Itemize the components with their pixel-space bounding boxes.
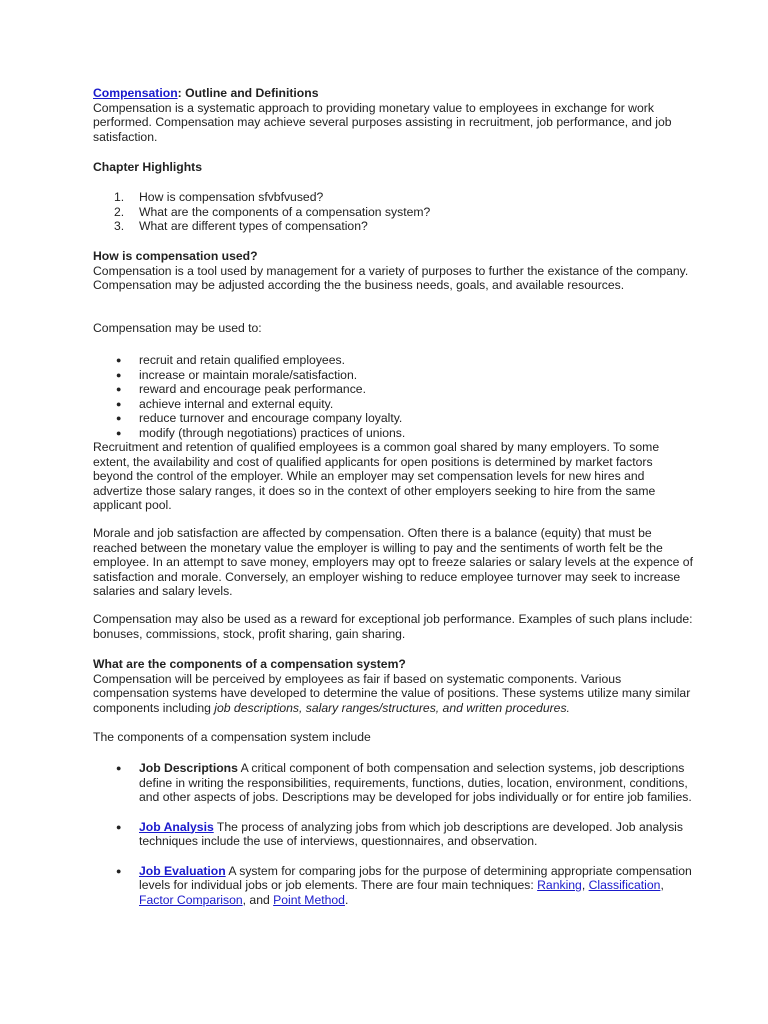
components-list-wrap [93, 761, 693, 922]
highlight-item: 1. How is compensation sfvbfvused? [114, 190, 324, 204]
job-analysis-link[interactable]: Job Analysis [139, 819, 214, 834]
used-list-wrap [93, 353, 693, 513]
classification-link[interactable]: Classification [588, 878, 661, 892]
highlights-section [93, 160, 693, 175]
term-job-descriptions: Job Descriptions [139, 761, 238, 775]
components-section [93, 657, 693, 715]
components-lead: The components of a compensation system include [93, 730, 371, 744]
components-title: What are the components of a compensation system? [93, 657, 406, 671]
reward-wrap [93, 612, 693, 641]
compensation-link[interactable]: Compensation [93, 86, 178, 100]
highlight-item: 3. What are different types of compensation? [114, 219, 368, 233]
recruitment-paragraph: Recruitment and retention of qualified employees is a common goal shared by many employers. To some extent, the availability and cost of qualified applicants for open positions is determined by market factors beyond the control of the employer. While an employer may set compensation levels for new hires and advertize those salary ranges, it does so in the context of other employers seeking to hire from the same applicant pool. [93, 440, 660, 512]
list-item: ● modify (through negotiations) practices of unions. [116, 425, 406, 440]
used-intro: Compensation is a tool used by management for a variety of purposes to further the existance of the company. Compensation may be adjusted according the the business needs, goals, and available resources. [93, 263, 689, 292]
highlight-item: 2. What are the components of a compensation system? [114, 204, 431, 219]
used-lead: Compensation may be used to: [93, 321, 262, 335]
highlights-list [93, 190, 693, 234]
list-item: ● achieve internal and external equity. [116, 396, 334, 411]
bullet-icon: ● [116, 763, 122, 773]
bullet-icon: ● [116, 355, 122, 365]
bullet-icon: ● [116, 821, 122, 832]
list-item: ● increase or maintain morale/satisfaction. [116, 367, 358, 382]
used-section [93, 249, 693, 293]
component-item-job-descriptions: ● Job Descriptions A critical component of both compensation and selection systems, job descriptions define in writing the responsibilities, requirements, functions, duties, location, environment, conditions, and other aspects of jobs. Descriptions may be developed for jobs individually or for entire job families. [116, 761, 692, 804]
bullet-icon: ● [116, 865, 122, 876]
intro-paragraph: Compensation is a systematic approach to providing monetary value to employees in exchange for work performed. Compensation may achieve several purposes assisting in recruitment, job performance, and job satisfaction. [93, 100, 672, 144]
factor-comparison-link[interactable]: Factor Comparison [139, 892, 243, 907]
used-lead-wrap [93, 321, 693, 336]
ranking-link[interactable]: Ranking [537, 878, 582, 892]
highlights-list-wrap [93, 190, 693, 234]
list-item: ● reduce turnover and encourage company loyalty. [116, 411, 403, 425]
used-list [93, 353, 693, 440]
morale-wrap [93, 526, 693, 599]
page-title: Compensation: Outline and Definitions [93, 86, 319, 100]
components-list [93, 761, 693, 907]
job-evaluation-link[interactable]: Job Evaluation [139, 863, 226, 878]
reward-paragraph: Compensation may also be used as a reward for exceptional job performance. Examples of such plans include: bonuses, commissions, stock, profit sharing, gain sharing. [93, 612, 693, 641]
components-intro: Compensation will be perceived by employees as fair if based on systematic components. Various compensation systems have developed to determine the value of positions. These systems utilize many similar components including job descriptions, salary ranges/structures, and written procedures. [93, 671, 691, 715]
components-lead-wrap [93, 730, 693, 745]
bullet-icon: ● [116, 413, 122, 423]
point-method-link[interactable]: Point Method [273, 892, 345, 907]
intro-section [93, 86, 693, 144]
list-item: ● recruit and retain qualified employees. [116, 353, 345, 367]
used-title: How is compensation used? [93, 249, 258, 263]
component-item-job-evaluation: ● Job Evaluation A system for comparing jobs for the purpose of determining appropriate compensation levels for individual jobs or job elements. There are four main techniques: Ranking, Classification, Factor Comparison, and Point Method. [116, 863, 692, 907]
component-item-job-analysis: ● Job Analysis The process of analyzing jobs from which job descriptions are developed. Job analysis techniques include the use of interviews, questionnaires, and observation. [116, 819, 683, 848]
bullet-icon: ● [116, 384, 122, 394]
morale-paragraph: Morale and job satisfaction are affected by compensation. Often there is a balance (equity) that must be reached between the monetary value the employer is willing to pay and the sentiments of worth felt be the employee. In an attempt to save money, employers may opt to freeze salaries or salary levels at the expence of satisfaction and morale. Conversely, an employer wishing to reduce employee turnover may seek to increase salaries and salary levels. [93, 526, 693, 598]
bullet-icon: ● [116, 369, 122, 380]
bullet-icon: ● [116, 398, 122, 409]
highlights-title: Chapter Highlights [93, 160, 203, 174]
list-item: ● reward and encourage peak performance. [116, 382, 366, 396]
bullet-icon: ● [116, 427, 122, 438]
